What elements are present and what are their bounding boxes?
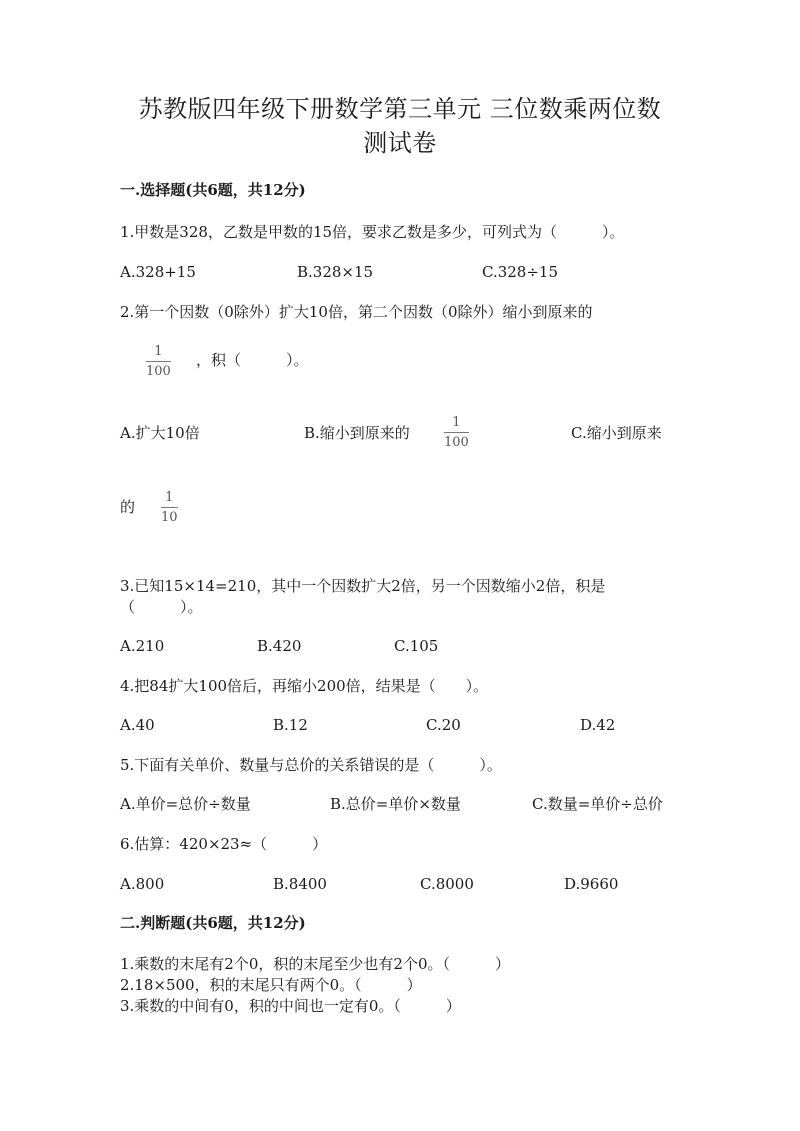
question-2-option-b-fraction bbox=[444, 415, 469, 450]
question-2-option-c[interactable]: C.缩小到原来 bbox=[571, 424, 662, 442]
question-5-stem: 5.下面有关单价、数量与总价的关系错误的是（ ）。 bbox=[120, 756, 502, 774]
question-2-option-c-fraction bbox=[161, 490, 178, 525]
question-4-option-d[interactable]: D.42 bbox=[580, 716, 616, 734]
question-2-option-b[interactable]: B.缩小到原来的 bbox=[304, 424, 410, 442]
question-2-option-a[interactable]: A.扩大10倍 bbox=[120, 424, 200, 442]
fraction-bar bbox=[444, 432, 469, 433]
judgment-3: 3.乘数的中间有0，积的中间也一定有0。（ ） bbox=[120, 997, 461, 1015]
question-5-option-c[interactable]: C.数量=单价÷总价 bbox=[532, 795, 663, 813]
question-1-stem: 1.甲数是328，乙数是甲数的15倍，要求乙数是多少，可列式为（ ）。 bbox=[120, 223, 625, 241]
fraction-bar bbox=[146, 361, 171, 362]
fraction-denominator: 10 bbox=[161, 510, 178, 525]
question-1-option-c[interactable]: C.328÷15 bbox=[482, 263, 558, 281]
title-line-1: 苏教版四年级下册数学第三单元 三位数乘两位数 bbox=[138, 95, 662, 123]
question-3-stem-continued: （ ）。 bbox=[120, 598, 203, 616]
question-3-option-c[interactable]: C.105 bbox=[394, 637, 439, 655]
question-1-option-b[interactable]: B.328×15 bbox=[297, 263, 374, 281]
question-6-option-c[interactable]: C.8000 bbox=[420, 875, 474, 893]
fraction-numerator: 1 bbox=[165, 490, 174, 505]
fraction-bar bbox=[161, 507, 178, 508]
question-6-option-a[interactable]: A.800 bbox=[120, 875, 165, 893]
question-3-option-b[interactable]: B.420 bbox=[257, 637, 302, 655]
question-6-stem: 6.估算：420×23≈（ ） bbox=[120, 835, 328, 853]
question-5-option-a[interactable]: A.单价=总价÷数量 bbox=[120, 795, 251, 813]
question-5-option-b[interactable]: B.总价=单价×数量 bbox=[330, 795, 461, 813]
fraction-numerator: 1 bbox=[452, 415, 461, 430]
fraction-denominator: 100 bbox=[444, 435, 469, 450]
question-4-option-b[interactable]: B.12 bbox=[273, 716, 308, 734]
fraction-numerator: 1 bbox=[154, 344, 163, 359]
question-6-option-d[interactable]: D.9660 bbox=[564, 875, 619, 893]
question-4-stem: 4.把84扩大100倍后，再缩小200倍，结果是（ ）。 bbox=[120, 677, 489, 695]
section-heading-choice: 一.选择题(共6题，共12分) bbox=[120, 181, 306, 199]
title-line-2: 测试卷 bbox=[363, 129, 437, 157]
section-heading-judgment: 二.判断题(共6题，共12分) bbox=[120, 914, 306, 932]
question-2-stem-tail: ，积（ ）。 bbox=[196, 351, 309, 369]
question-1-option-a[interactable]: A.328+15 bbox=[120, 263, 196, 281]
judgment-1: 1.乘数的末尾有2个0，积的末尾至少也有2个0。（ ） bbox=[120, 955, 510, 973]
question-2-option-c-continued: 的 bbox=[120, 498, 136, 516]
question-2-stem: 2.第一个因数（0除外）扩大10倍，第二个因数（0除外）缩小到原来的 bbox=[120, 303, 593, 321]
question-2-fraction bbox=[146, 344, 171, 379]
question-3-option-a[interactable]: A.210 bbox=[120, 637, 165, 655]
fraction-denominator: 100 bbox=[146, 364, 171, 379]
question-6-option-b[interactable]: B.8400 bbox=[273, 875, 327, 893]
judgment-2: 2.18×500，积的末尾只有两个0。（ ） bbox=[120, 976, 422, 994]
question-4-option-c[interactable]: C.20 bbox=[426, 716, 461, 734]
question-3-stem: 3.已知15×14=210，其中一个因数扩大2倍，另一个因数缩小2倍，积是 bbox=[120, 577, 606, 595]
question-4-option-a[interactable]: A.40 bbox=[120, 716, 155, 734]
